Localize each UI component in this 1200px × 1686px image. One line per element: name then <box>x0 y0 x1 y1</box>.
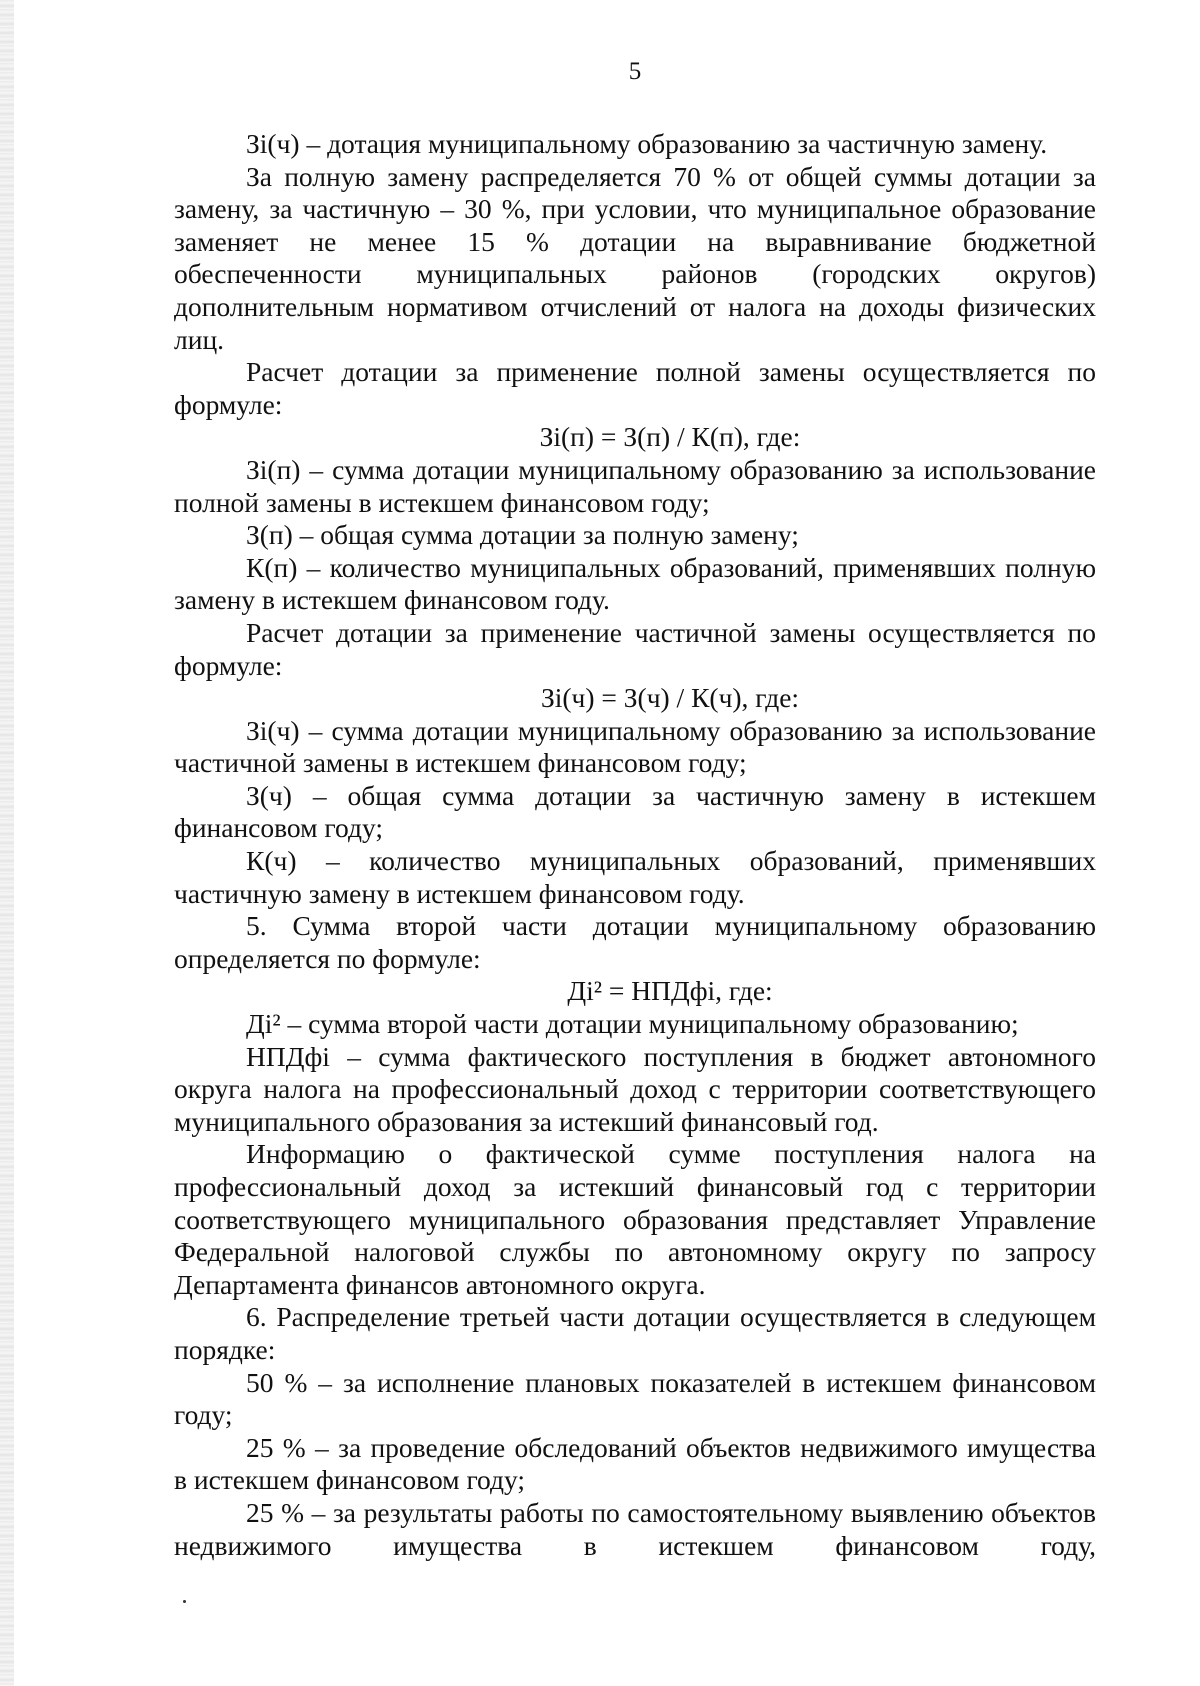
paragraph: 25 % – за проведение обследований объектов недвижимого имущества в истекшем финансовом году; <box>174 1431 1096 1496</box>
paragraph: З(п) – общая сумма дотации за полную замену; <box>246 519 799 551</box>
paragraph: Расчет дотации за применение полной замены осуществляется по формуле: <box>174 356 1096 420</box>
formula: Зi(п) = З(п) / К(п), где: <box>539 421 801 453</box>
paragraph: Зi(ч) – дотация муниципальному образованию за частичную замену. <box>246 128 1048 159</box>
paragraph: Расчет дотации за применение частичной замены осуществляется по формуле: <box>174 616 1096 681</box>
scan-speck <box>183 1600 186 1603</box>
scan-edge-artifact <box>0 0 14 1686</box>
paragraph: 25 % – за результаты работы по самостоятельному выявлению объектов недвижимого имущества в истекшем финансовом году, <box>174 1496 1096 1561</box>
paragraph: 6. Распределение третьей части дотации осуществляется в следующем порядке: <box>174 1301 1096 1365</box>
page-number: 5 <box>628 58 642 85</box>
formula: Дi² = НПДфi, где: <box>567 975 773 1007</box>
paragraph: К(п) – количество муниципальных образований, применявших полную замену в истекшем финансовом году. <box>174 551 1096 616</box>
formula: Зi(ч) = З(ч) / К(ч), где: <box>540 682 800 714</box>
paragraph: 50 % – за исполнение плановых показателей в истекшем финансовом году; <box>174 1366 1096 1431</box>
paragraph: Информацию о фактической сумме поступления налога на профессиональный доход за истекший финансовый год с территории соответствующего муниципального образования представляет Управление Федеральной налоговой службы по автономному округу по запросу Департамента финансов автономного округа. <box>174 1138 1096 1300</box>
paragraph: НПДфi – сумма фактического поступления в бюджет автономного округа налога на профессиональный доход с территории соответствующего муниципального образования за истекший финансовый год. <box>174 1040 1096 1137</box>
paragraph: Дi² – сумма второй части дотации муниципальному образованию; <box>246 1008 1019 1040</box>
paragraph: 5. Сумма второй части дотации муниципальному образованию определяется по формуле: <box>174 910 1096 974</box>
paragraph: К(ч) – количество муниципальных образований, применявших частичную замену в истекшем финансовом году. <box>174 845 1096 909</box>
paragraph: З(ч) – общая сумма дотации за частичную замену в истекшем финансовом году; <box>174 779 1096 844</box>
paragraph: Зi(п) – сумма дотации муниципальному образованию за использование полной замены в истекшем финансовом году; <box>174 453 1096 518</box>
document-body <box>174 128 1096 1562</box>
paragraph: За полную замену распределяется 70 % от общей суммы дотации за замену, за частичную – 30 %, при условии, что муниципальное образование заменяет не менее 15 % дотации на выравнивание бюджетной обеспеченности муниципальных районов (городских округов) дополнительным нормативом отчислений от налога на доходы физических лиц. <box>174 160 1096 355</box>
paragraph: Зi(ч) – сумма дотации муниципальному образованию за использование частичной замены в истекшем финансовом году; <box>174 714 1096 779</box>
